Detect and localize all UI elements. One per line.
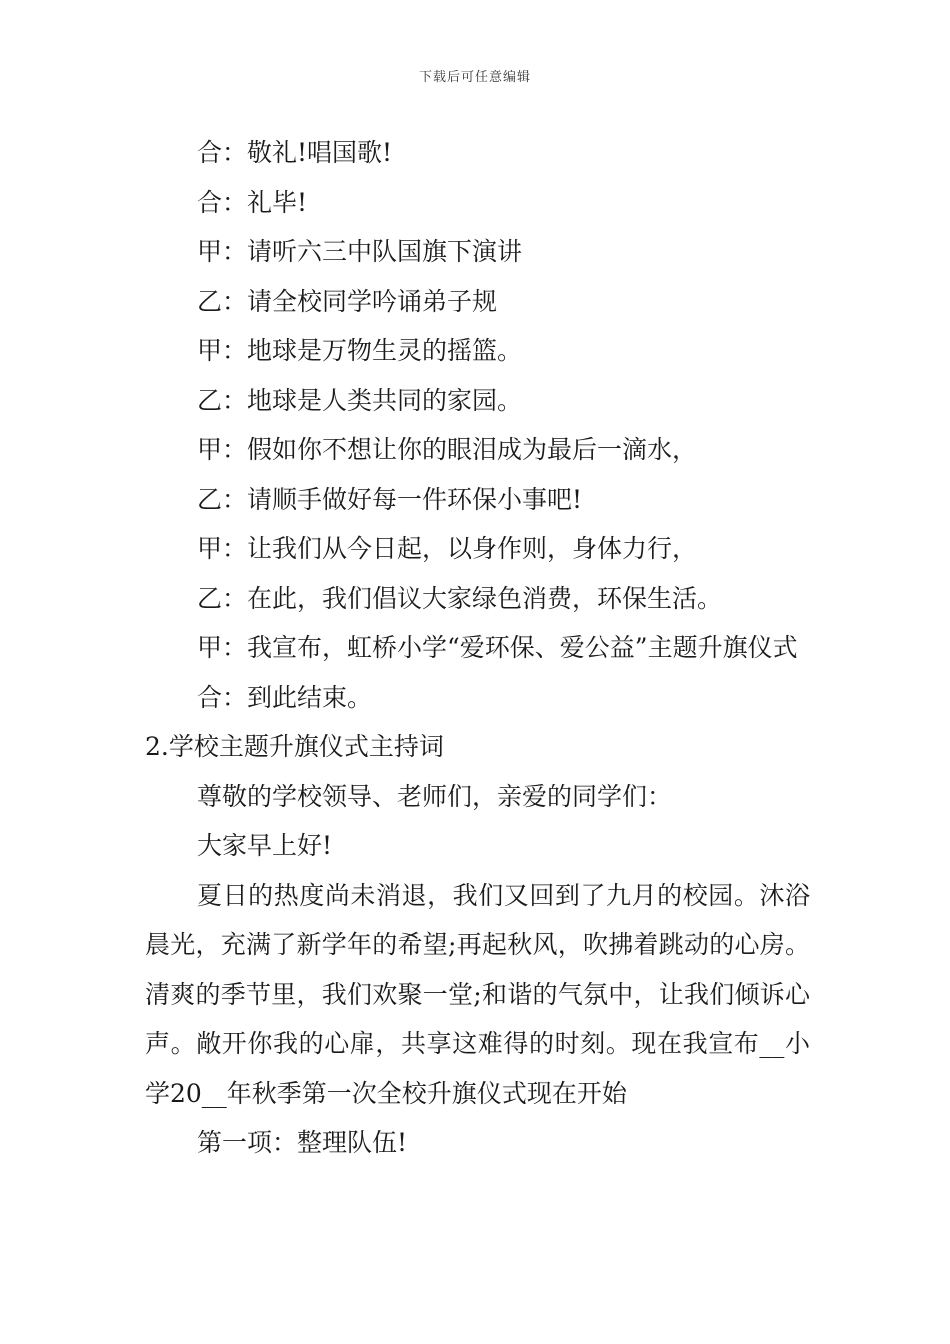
paragraph: 乙：请顺手做好每一件环保小事吧!	[197, 484, 583, 514]
paragraph: 合：敬礼!唱国歌!	[197, 138, 393, 167]
paragraph: 甲：地球是万物生灵的摇篮。	[197, 336, 523, 365]
paragraph: 甲：请听六三中队国旗下演讲	[197, 237, 523, 266]
page-header: 下载后可任意编辑	[418, 70, 531, 85]
paragraph: 尊敬的学校领导、老师们，亲爱的同学们：	[197, 781, 673, 811]
paragraph: 第一项：整理队伍!	[197, 1128, 408, 1157]
paragraph: 甲：假如你不想让你的眼泪成为最后一滴水，	[197, 435, 698, 464]
paragraph: 大家早上好!	[197, 831, 333, 860]
paragraph: 甲：我宣布，虹桥小学“爱环保、爱公益”主题升旗仪式	[197, 633, 798, 662]
document-body	[145, 128, 810, 1168]
paragraph: 甲：让我们从今日起，以身作则，身体力行，	[197, 534, 698, 563]
paragraph: 乙：在此，我们倡议大家绿色消费，环保生活。	[197, 583, 723, 613]
paragraph: 乙：请全校同学吟诵弟子规	[197, 286, 498, 316]
paragraph: 乙：地球是人类共同的家园。	[197, 385, 523, 415]
paragraph: 夏日的热度尚未消退，我们又回到了九月的校园。沐浴晨光，充满了新学年的希望;再起秋风，吹拂着跳动的心房。清爽的季节里，我们欢聚一堂;和谐的气氛中，让我们倾诉心声。敞开你我的心扉，共享这难得的时刻。现在我宣布__小学20__年秋季第一次全校升旗仪式现在开始	[145, 880, 810, 1108]
paragraph: 合：到此结束。	[197, 682, 373, 712]
section-heading: 2.学校主题升旗仪式主持词	[145, 732, 444, 761]
paragraph: 合：礼毕!	[197, 187, 308, 217]
